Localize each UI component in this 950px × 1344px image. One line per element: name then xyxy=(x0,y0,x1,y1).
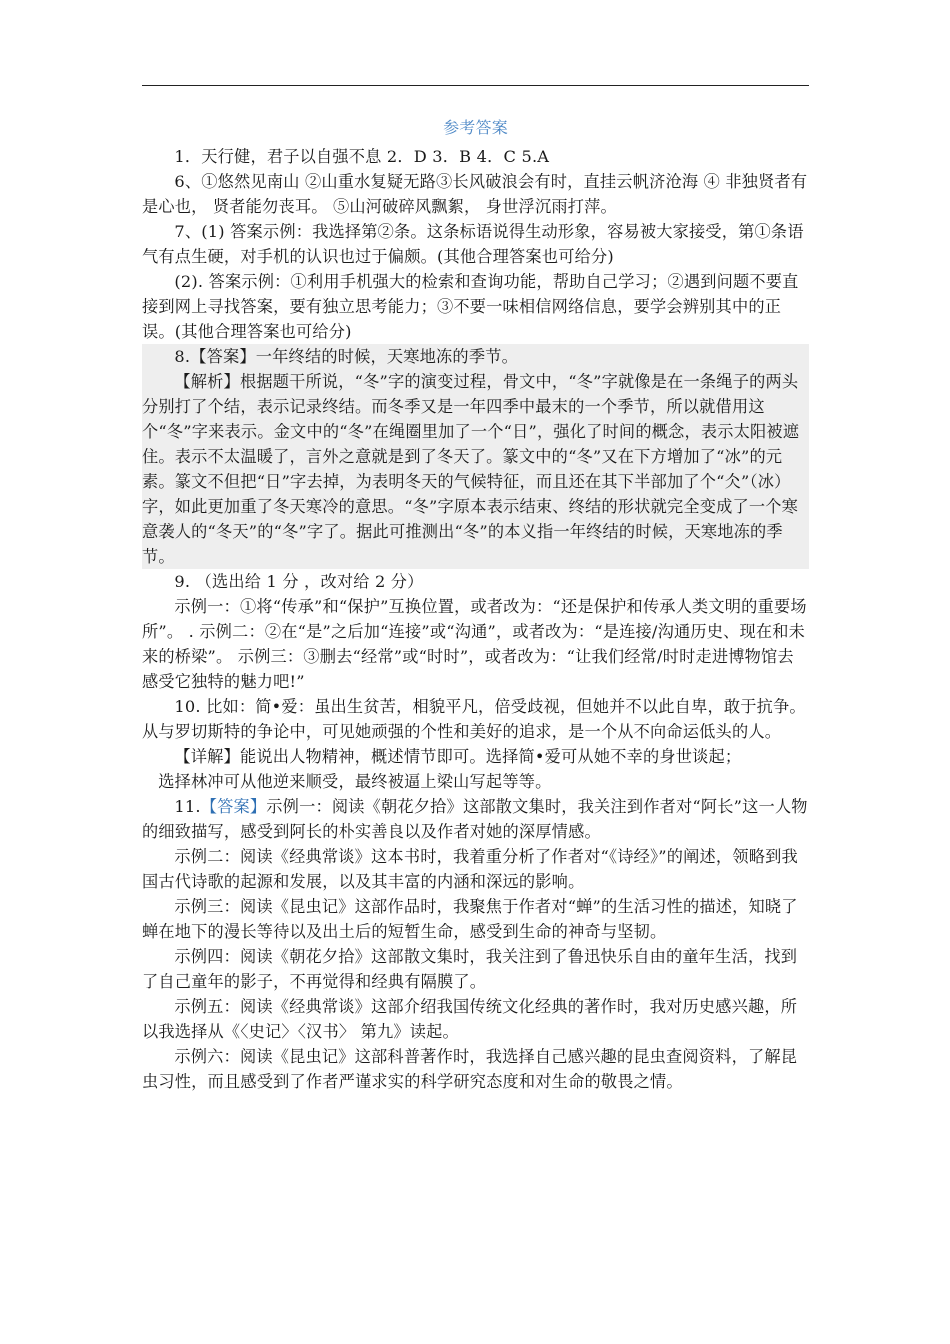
answer-q10: 10. 比如：简•爱：虽出生贫苦，相貌平凡，倍受歧视，但她并不以此自卑，敢于抗争。从与罗切斯特的争论中，可见她顽强的个性和美好的追求，是一个从不向命运低头的人。 xyxy=(142,697,806,741)
analysis-q8: 【解析】根据题干所说，“冬”字的演变过程，骨文中，“冬”字就像是在一条绳子的两头分别打了个结，表示记录终结。而冬季又是一年四季中最末的一个季节，所以就借用这个“冬”字来表示。金文中的“冬”在绳圈里加了一个“日”，强化了时间的概念，表示太阳被遮住。表示不太温暖了，言外之意就是到了冬天了。篆文中的“冬”又在下方增加了“冰”的元素。篆文不但把“日”字去掉，为表明冬天的气候特征，而且还在其下半部加了个“仌”（冰）字，如此更加重了冬天寒冷的意思。“冬”字原本表示结束、终结的形状就完全变成了一个寒意袭人的“冬天”的“冬”字了。据此可推测出“冬”的本义指一年终结的时候，天寒地冻的季节。 xyxy=(142,372,800,566)
q11-example-6: 示例六：阅读《昆虫记》这部科普著作时，我选择自己感兴趣的昆虫查阅资料，了解昆虫习性，而且感受到了作者严谨求实的科学研究态度和对生命的敬畏之情。 xyxy=(142,1047,798,1091)
q11-example-5: 示例五：阅读《经典常谈》这部介绍我国传统文化经典的著作时，我对历史感兴趣，所以我选择从《〈史记〉〈汉书〉 第九》读起。 xyxy=(142,997,798,1041)
answer-q7-2: (2). 答案示例：①利用手机强大的检索和查询功能，帮助自己学习；②遇到问题不要直接到网上寻找答案，要有独立思考能力；③不要一味相信网络信息，要学会辨别其中的正误。(其他合理答案也可给分) xyxy=(142,272,799,341)
q11-answer-tag: 【答案】 xyxy=(200,797,267,816)
answer-document xyxy=(142,112,809,1094)
answer-q8-block xyxy=(142,344,809,569)
detail-q10-line2: 选择林冲可从他逆来顺受，最终被逼上梁山写起等等。 xyxy=(158,772,552,791)
answer-q7-1: 7、(1) 答案示例：我选择第②条。这条标语说得生动形象，容易被大家接受，第①条语气有点生硬，对手机的认识也过于偏颇。(其他合理答案也可给分) xyxy=(142,222,804,266)
q11-example-3: 示例三：阅读《昆虫记》这部作品时，我聚焦于作者对“蝉”的生活习性的描述，知晓了蝉在地下的漫长等待以及出土后的短暂生命，感受到生命的神奇与坚韧。 xyxy=(142,897,798,941)
page-title: 参考答案 xyxy=(443,118,508,137)
answer-q6: 6、①悠然见南山 ②山重水复疑无路③长风破浪会有时，直挂云帆济沧海 ④ 非独贤者有是心也， 贤者能勿丧耳。 ⑤山河破碎风飘絮， 身世浮沉雨打萍。 xyxy=(142,172,808,216)
answer-q9-examples: 示例一：①将“传承”和“保护”互换位置，或者改为：“还是保护和传承人类文明的重要场所”。 . 示例二：②在“是”之后加“连接”或“沟通”，或者改为：“是连接/沟通历史、现在和未来的桥梁”。 示例三：③删去“经常”或“时时”，或者改为：“让我们经常/时时走进博物馆去感受它独特的魅力吧!” xyxy=(142,597,807,691)
answer-q11 xyxy=(142,794,809,844)
q11-number: 11. xyxy=(174,797,201,816)
answer-q9: 9. （选出给 1 分 ，改对给 2 分） xyxy=(174,572,424,591)
detail-q10-line1: 【详解】能说出人物精神，概述情节即可。选择简•爱可从她不幸的身世谈起； xyxy=(174,747,742,766)
q11-example-4: 示例四：阅读《朝花夕拾》这部散文集时，我关注到了鲁迅快乐自由的童年生活，找到了自己童年的影子，不再觉得和经典有隔膜了。 xyxy=(142,947,798,991)
q11-example-1: 示例一：阅读《朝花夕拾》这部散文集时，我关注到作者对“阿长”这一人物的细致描写，感受到阿长的朴实善良以及作者对她的深厚情感。 xyxy=(142,797,808,841)
answer-q8: 8.【答案】一年终结的时候，天寒地冻的季节。 xyxy=(174,347,518,366)
header-rule xyxy=(142,85,809,86)
q11-example-2: 示例二：阅读《经典常谈》这本书时，我着重分析了作者对“《诗经》”的阐述，领略到我国古代诗歌的起源和发展，以及其丰富的内涵和深远的影响。 xyxy=(142,847,798,891)
answer-q1-5: 1．天行健，君子以自强不息 2．D 3．B 4．C 5.A xyxy=(174,147,550,166)
